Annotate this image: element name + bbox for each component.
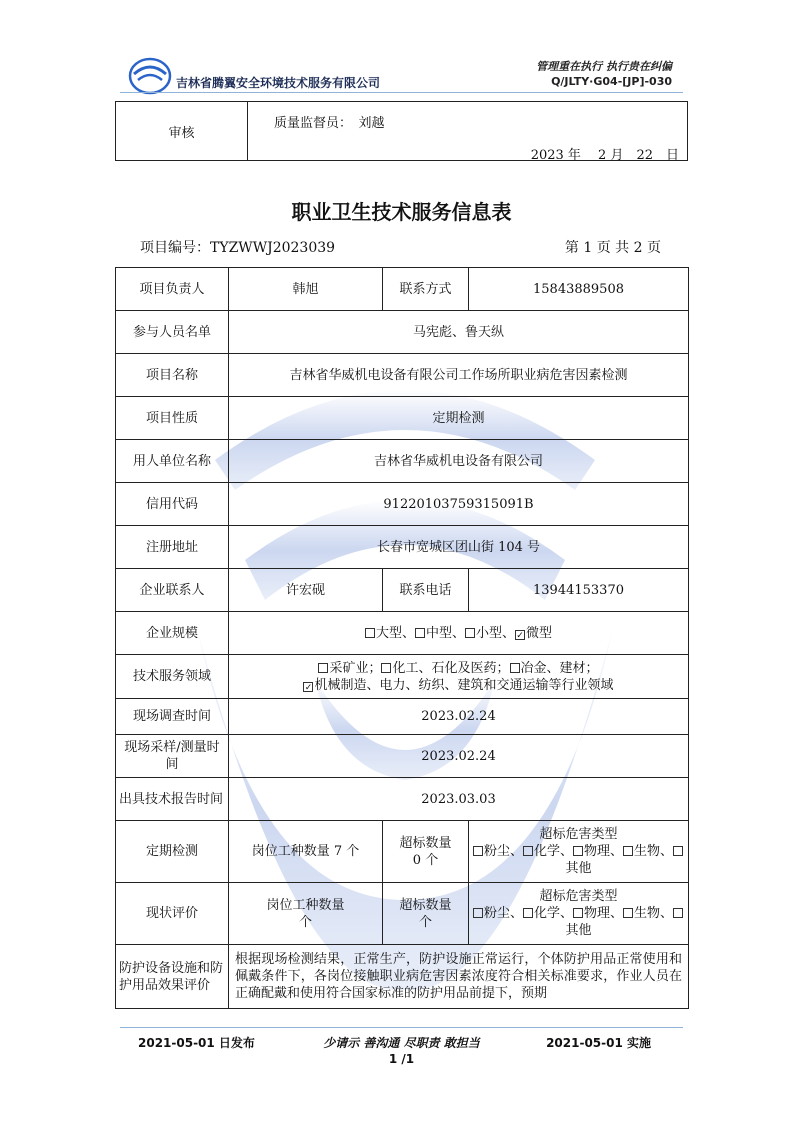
hazard-option: 其他 [565, 923, 592, 938]
cell-label: 现场采样/测量时间 [116, 735, 229, 778]
checkbox-icon [623, 846, 633, 856]
checkbox-icon [510, 663, 520, 673]
cell-label: 项目负责人 [116, 268, 229, 311]
page-counter: 第 1 页 共 2 页 [564, 240, 661, 256]
checkbox-icon [318, 663, 328, 673]
registered-address: 长春市宽城区团山街 104 号 [229, 526, 689, 569]
checkbox-icon [673, 908, 683, 918]
status-hazard-types: 超标危害类型 粉尘、 化学、 物理、 生物、其他 [469, 883, 689, 945]
cell-label: 项目性质 [116, 397, 229, 440]
table-row [116, 311, 689, 354]
cell-label: 项目名称 [116, 354, 229, 397]
checkbox-icon [365, 628, 375, 638]
checkbox-icon [523, 908, 533, 918]
scale-option: 大型 [375, 625, 402, 641]
cell-label: 注册地址 [116, 526, 229, 569]
participants: 马宪彪、鲁天纵 [229, 311, 689, 354]
cell-label: 联系电话 [383, 569, 469, 612]
exceed-label: 超标数量 [399, 835, 452, 851]
project-leader: 韩旭 [229, 268, 383, 311]
checkbox-icon [473, 908, 483, 918]
hazard-type-label: 超标危害类型 [539, 889, 618, 904]
contact-number: 15843889508 [469, 268, 689, 311]
hazard-option: 生物 [634, 906, 661, 921]
info-table [115, 267, 689, 1009]
cell-label: 现场调查时间 [116, 699, 229, 735]
table-row [116, 735, 689, 778]
footer-divider [120, 1027, 683, 1028]
periodic-hazard-types: 超标危害类型 粉尘、 化学、 物理、 生物、其他 [469, 821, 689, 883]
enterprise-contact: 许宏砚 [229, 569, 383, 612]
exceed-label: 超标数量 [399, 897, 452, 913]
table-row [116, 354, 689, 397]
table-row [116, 612, 689, 655]
table-row [116, 526, 689, 569]
employer-name: 吉林省华威机电设备有限公司 [229, 440, 689, 483]
field-option: 采矿业 [329, 660, 369, 676]
checkbox-icon [473, 846, 483, 856]
checkbox-icon [623, 908, 633, 918]
field-option: 化工、石化及医药 [392, 660, 497, 676]
credit-code: 91220103759315091B [229, 483, 689, 526]
hazard-option: 粉尘 [483, 906, 510, 921]
scale-option: 小型 [476, 625, 503, 641]
slogan: 管理重在执行 执行贵在纠偏 [536, 60, 672, 73]
cell-label: 技术服务领域 [116, 655, 229, 699]
table-row [116, 699, 689, 735]
company-name: 吉林省腾翼安全环境技术服务有限公司 [176, 76, 381, 90]
table-row [116, 397, 689, 440]
hazard-option: 粉尘 [483, 844, 510, 859]
checkbox-icon [573, 908, 583, 918]
checkbox-icon [673, 846, 683, 856]
table-row [116, 883, 689, 945]
cell-label: 企业联系人 [116, 569, 229, 612]
status-posts-unit: 个 [298, 914, 312, 930]
scale-option: 中型 [425, 625, 452, 641]
enterprise-phone: 13944153370 [469, 569, 689, 612]
checkbox-icon [415, 628, 425, 638]
report-date: 2023.03.03 [229, 778, 689, 821]
table-row [116, 821, 689, 883]
periodic-exceed [383, 821, 469, 883]
status-posts-label: 岗位工种数量 [266, 897, 345, 913]
checkbox-icon [465, 628, 475, 638]
table-row [116, 778, 689, 821]
status-exceed [383, 883, 469, 945]
quality-supervisor: 质量监督员： 刘越 [274, 116, 385, 131]
page-title: 职业卫生技术服务信息表 [291, 200, 512, 224]
cell-label: 用人单位名称 [116, 440, 229, 483]
checkbox-icon [573, 846, 583, 856]
project-name: 吉林省华威机电设备有限公司工作场所职业病危害因素检测 [229, 354, 689, 397]
cell-label: 信用代码 [116, 483, 229, 526]
implement-date: 2021-05-01 实施 [546, 1036, 651, 1050]
checkbox-icon [381, 663, 391, 673]
field-option: 机械制造、电力、纺织、建筑和交通运输等行业领域 [314, 677, 614, 693]
review-box [115, 101, 688, 161]
cell-label: 参与人员名单 [116, 311, 229, 354]
periodic-posts: 岗位工种数量 7 个 [229, 821, 383, 883]
field-option: 冶金、建材 [520, 660, 586, 676]
hazard-option: 其他 [565, 861, 592, 876]
exceed-count: 个 [418, 914, 432, 930]
company-logo-icon [128, 56, 172, 96]
checked-checkbox-icon: ✓ [516, 630, 524, 641]
hazard-option: 物理 [584, 906, 611, 921]
footer-motto: 少请示 善沟通 尽职责 敢担当 [323, 1036, 480, 1050]
publish-date: 2021-05-01 日发布 [138, 1036, 255, 1050]
scale-option: 微型 [526, 625, 553, 641]
cell-label: 防护设备设施和防护用品效果评价 [116, 945, 229, 1009]
project-number: 项目编号：TYZWWJ2023039 [140, 240, 336, 256]
cell-label: 现状评价 [116, 883, 229, 945]
review-date: 2023 年 2 月 22 日 [530, 148, 679, 163]
table-row [116, 483, 689, 526]
document-number: Q/JLTY·G04-[JP]-030 [551, 75, 672, 88]
review-label: 审核 [116, 102, 248, 160]
checkbox-icon [523, 846, 533, 856]
checked-checkbox-icon: ✓ [304, 682, 313, 693]
project-nature: 定期检测 [229, 397, 689, 440]
survey-date: 2023.02.24 [229, 699, 689, 735]
cell-label: 出具技术报告时间 [116, 778, 229, 821]
cell-label: 定期检测 [116, 821, 229, 883]
cell-label: 联系方式 [383, 268, 469, 311]
protection-evaluation: 根据现场检测结果，正常生产，防护设施正常运行，个体防护用品正常使用和佩戴条件下，各岗位接触职业病危害因素浓度符合相关标准要求，作业人员在正确配戴和使用符合国家标准的防护用品前提下，预期 [229, 945, 689, 1009]
service-field: 采矿业； 化工、石化及医药； 冶金、建材； ✓ 机械制造、电力、纺织、建筑和交通运输等行业领域 [229, 655, 689, 699]
footer-page-number: 1 /1 [388, 1052, 415, 1066]
enterprise-scale: 大型、 中型、 小型、✓ 微型 [229, 612, 689, 655]
cell-label: 企业规模 [116, 612, 229, 655]
table-row [116, 655, 689, 699]
sampling-date: 2023.02.24 [229, 735, 689, 778]
hazard-type-label: 超标危害类型 [539, 827, 618, 842]
status-posts [229, 883, 383, 945]
header-divider [120, 92, 683, 93]
hazard-option: 物理 [584, 844, 611, 859]
table-row [116, 268, 689, 311]
table-row [116, 569, 689, 612]
hazard-option: 化学 [533, 844, 560, 859]
hazard-option: 化学 [533, 906, 560, 921]
exceed-count: 0 个 [412, 852, 439, 868]
table-row [116, 440, 689, 483]
hazard-option: 生物 [634, 844, 661, 859]
table-row [116, 945, 689, 1009]
